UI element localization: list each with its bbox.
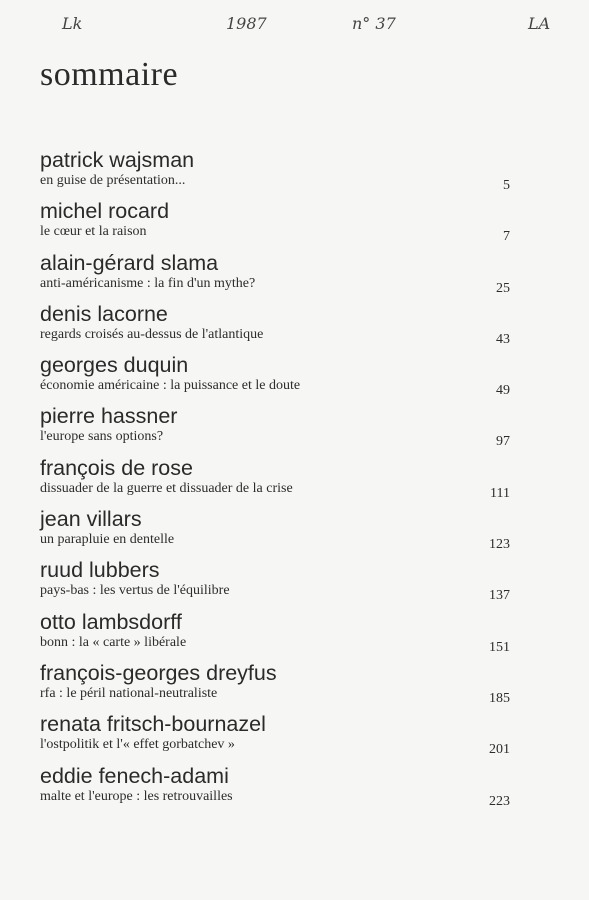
entry-subtitle: regards croisés au-dessus de l'atlantique xyxy=(40,326,264,342)
table-of-contents xyxy=(40,148,512,815)
entry-page-number: 43 xyxy=(496,331,510,347)
entry-author: françois-georges dreyfus xyxy=(40,660,277,685)
entry-subtitle: le cœur et la raison xyxy=(40,224,147,240)
entry-author: otto lambsdorff xyxy=(40,609,182,634)
entry-author: françois de rose xyxy=(40,455,193,480)
entry-subtitle: un parapluie en dentelle xyxy=(40,532,175,548)
entry-page-number: 25 xyxy=(496,280,510,296)
toc-entry xyxy=(40,661,512,712)
entry-author: denis lacorne xyxy=(40,301,168,326)
entry-page-number: 185 xyxy=(489,690,510,706)
toc-entry xyxy=(40,251,512,302)
entry-page-number: 5 xyxy=(503,178,510,193)
entry-author: jean villars xyxy=(40,507,142,532)
toc-entry xyxy=(40,199,512,250)
toc-entry xyxy=(40,302,512,353)
entry-author: ruud lubbers xyxy=(40,558,160,583)
entry-page-number: 223 xyxy=(489,793,510,809)
toc-entry xyxy=(40,456,512,507)
toc-entry xyxy=(40,558,512,609)
entry-subtitle: anti-américanisme : la fin d'un mythe? xyxy=(40,275,256,291)
handwritten-issue-number: n° 37 xyxy=(352,14,396,33)
entry-page-number: 7 xyxy=(503,229,510,245)
entry-author: alain-gérard slama xyxy=(40,250,219,275)
entry-author: patrick wajsman xyxy=(40,148,195,172)
entry-author: georges duquin xyxy=(40,353,189,378)
entry-author: renata fritsch-bournazel xyxy=(40,712,266,737)
entry-subtitle: en guise de présentation... xyxy=(40,173,186,188)
entry-subtitle: pays-bas : les vertus de l'équilibre xyxy=(40,583,230,599)
entry-subtitle: l'ostpolitik et l'« effet gorbatchev » xyxy=(40,737,235,753)
entry-author: pierre hassner xyxy=(40,404,178,429)
toc-entry xyxy=(40,353,512,404)
entry-page-number: 111 xyxy=(490,485,510,501)
entry-page-number: 123 xyxy=(489,537,510,553)
entry-page-number: 201 xyxy=(489,742,510,758)
entry-page-number: 151 xyxy=(489,639,510,655)
entry-subtitle: rfa : le péril national-neutraliste xyxy=(40,685,218,701)
toc-entry xyxy=(40,404,512,455)
entry-subtitle: malte et l'europe : les retrouvailles xyxy=(40,788,233,804)
entry-author: michel rocard xyxy=(40,199,170,224)
toc-entry xyxy=(40,764,512,815)
handwritten-note: Lk xyxy=(62,14,83,33)
entry-author: eddie fenech-adami xyxy=(40,763,229,788)
toc-entry xyxy=(40,712,512,763)
entry-subtitle: l'europe sans options? xyxy=(40,429,164,445)
toc-entry xyxy=(40,610,512,661)
entry-subtitle: bonn : la « carte » libérale xyxy=(40,634,187,650)
toc-entry xyxy=(40,507,512,558)
toc-entry xyxy=(40,148,512,199)
entry-page-number: 97 xyxy=(496,434,510,450)
entry-subtitle: dissuader de la guerre et dissuader de la crise xyxy=(40,480,293,496)
handwritten-initials: LA xyxy=(528,14,551,33)
entry-page-number: 49 xyxy=(496,383,510,399)
entry-subtitle: économie américaine : la puissance et le doute xyxy=(40,378,301,394)
entry-page-number: 137 xyxy=(489,588,510,604)
page-title: sommaire xyxy=(40,56,179,93)
handwritten-year: 1987 xyxy=(226,14,267,33)
